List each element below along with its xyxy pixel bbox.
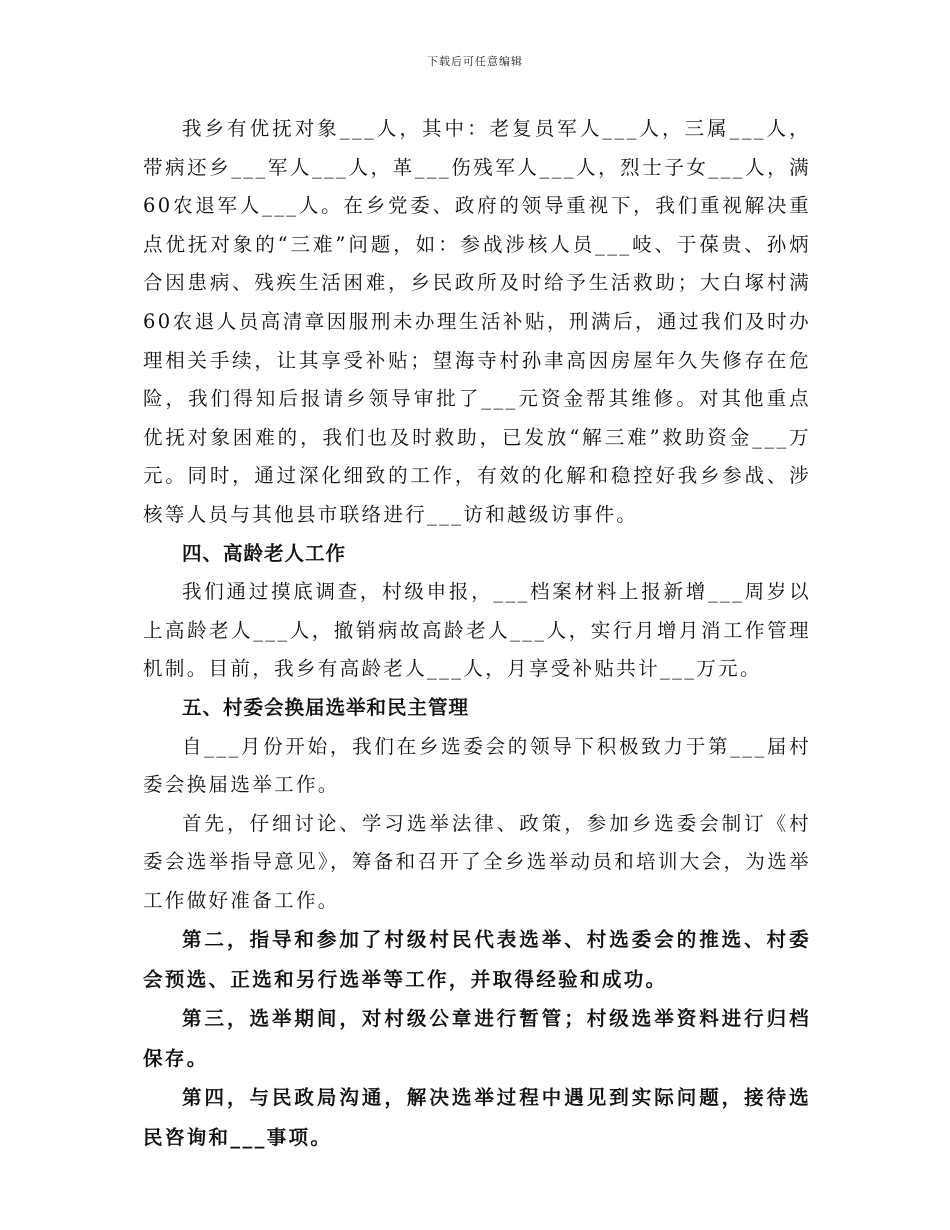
section-heading-elderly: 四、高龄老人工作 bbox=[182, 541, 347, 565]
paragraph-election-first: 首先，仔细讨论、学习选举法律、政策，参加乡选委会制订《村委会选举指导意见》，筹备和召开了全乡选举动员和培训大会，为选举工作做好准备工作。 bbox=[143, 811, 811, 912]
paragraph-special-care: 我乡有优抚对象___人，其中：老复员军人___人，三属___人，带病还乡___军人___人，革___伤残军人___人，烈士子女___人，满60农退军人___人。在乡党委、政府的领导重视下，我们重视解决重点优抚对象的“三难”问题，如：参战涉核人员___岐、于葆贵、孙炳合因患病、残疾生活困难，乡民政所及时给予生活救助；大白塚村满60农退人员高清章因服刑未办理生活补贴，刑满后，通过我们及时办理相关手续，让其享受补贴；望海寺村孙聿高因房屋年久失修存在危险，我们得知后报请乡领导审批了___元资金帮其维修。对其他重点优抚对象困难的，我们也及时救助，已发放“解三难”救助资金___万元。同时，通过深化细致的工作，有效的化解和稳控好我乡参战、涉核等人员与其他县市联络进行___访和越级访事件。 bbox=[143, 117, 811, 526]
document-body bbox=[143, 110, 811, 1157]
paragraph-election-second: 第二，指导和参加了村级村民代表选举、村选委会的推选、村委会预选、正选和另行选举等工作，并取得经验和成功。 bbox=[143, 928, 811, 991]
page-header: 下载后可任意编辑 bbox=[427, 55, 523, 68]
paragraph-elderly-work: 我们通过摸底调查，村级申报，___档案材料上报新增___周岁以上高龄老人___人，撤销病故高龄老人___人，实行月增月消工作管理机制。目前，我乡有高龄老人___人，月享受补贴共计___万元。 bbox=[143, 580, 811, 681]
paragraph-election-intro: 自___月份开始，我们在乡选委会的领导下积极致力于第___届村委会换届选举工作。 bbox=[143, 734, 811, 797]
paragraph-election-fourth: 第四，与民政局沟通，解决选举过程中遇见到实际问题，接待选民咨询和___事项。 bbox=[143, 1086, 811, 1149]
paragraph-election-third: 第三，选举期间，对村级公章进行暂管；村级选举资料进行归档保存。 bbox=[143, 1007, 811, 1070]
section-heading-election: 五、村委会换届选举和民主管理 bbox=[182, 695, 470, 719]
